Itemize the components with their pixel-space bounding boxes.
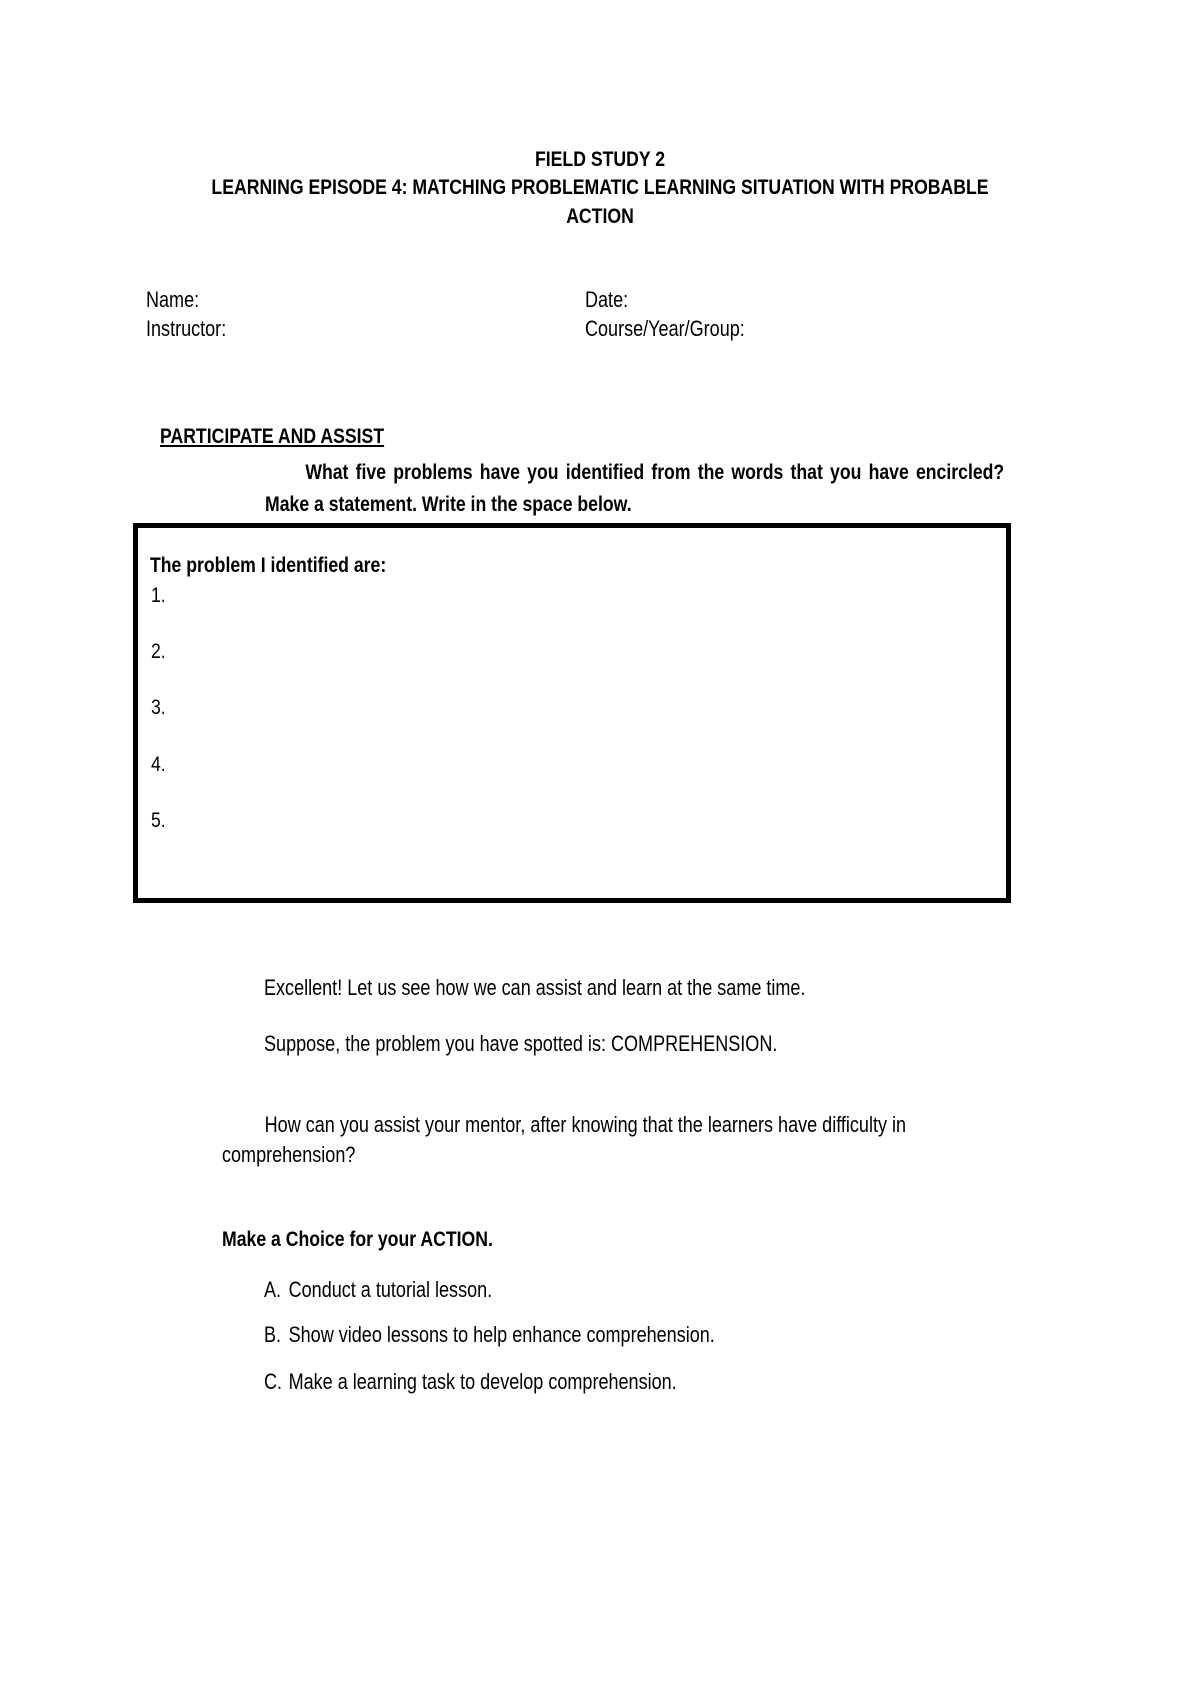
choice-item [264,1322,715,1348]
choice-letter: A. [264,1277,282,1302]
answer-item-4: 4. [151,753,166,776]
prompt-text-content: What five problems have you identified from the words that you have encircled? Make a statement. Write in the space below. [265,461,1005,516]
choice-text: Make a learning task to develop comprehension. [288,1369,677,1394]
answer-item-2: 2. [151,640,166,663]
question-paragraph [222,1110,935,1170]
excellent-paragraph: Excellent! Let us see how we can assist and learn at the same time. [264,975,806,1000]
section-heading: PARTICIPATE AND ASSIST [160,425,385,448]
choice-item [264,1277,492,1303]
document-title: FIELD STUDY 2 [534,148,666,171]
choice-letter: B. [264,1322,282,1347]
answer-box-heading: The problem I identified are: [150,554,387,577]
answer-item-3: 3. [151,696,166,719]
date-label: Date: [585,287,629,312]
answer-item-5: 5. [151,809,166,832]
action-heading: Make a Choice for your ACTION. [222,1228,493,1251]
choice-item [264,1369,677,1395]
instructor-label: Instructor: [146,316,227,341]
prompt-text [265,457,1004,521]
suppose-paragraph: Suppose, the problem you have spotted is: COMPREHENSION. [264,1031,778,1056]
choice-text: Conduct a tutorial lesson. [288,1277,493,1302]
course-year-group-label: Course/Year/Group: [585,316,745,341]
episode-title-continued: ACTION [566,205,634,228]
episode-title: LEARNING EPISODE 4: MATCHING PROBLEMATIC LEARNING SITUATION WITH PROBABLE [211,176,989,199]
name-label: Name: [146,287,200,312]
choice-text: Show video lessons to help enhance comprehension. [288,1322,715,1347]
question-text: How can you assist your mentor, after knowing that the learners have difficulty in comprehension? [222,1112,907,1167]
choice-letter: C. [264,1369,283,1394]
answer-item-1: 1. [151,584,166,607]
answer-box [133,523,1011,903]
